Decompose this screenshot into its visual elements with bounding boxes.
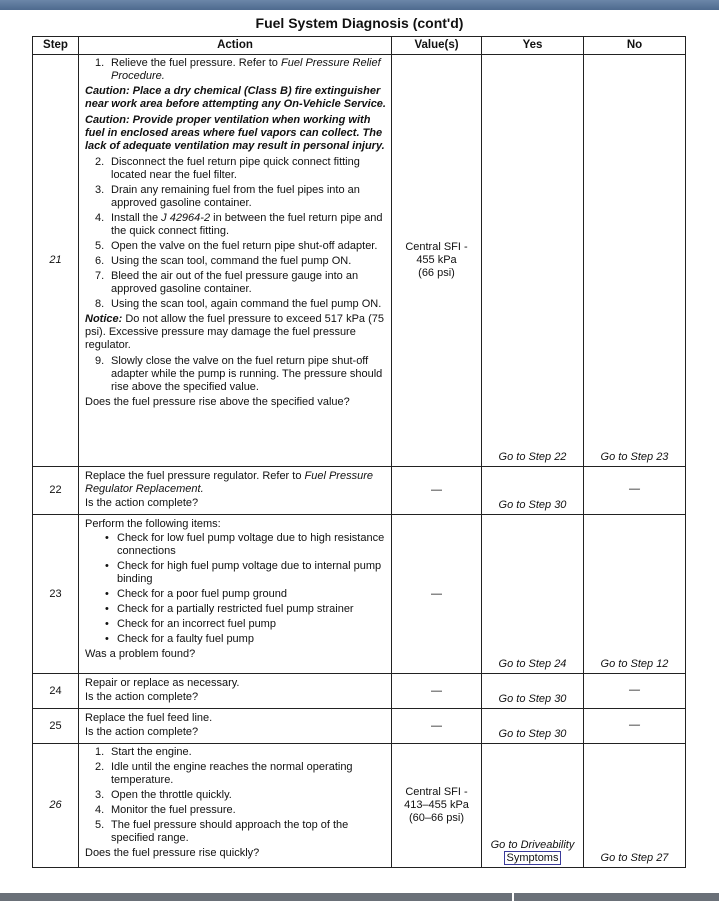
step-number: 26 [33, 744, 79, 868]
list-item: 8. Using the scan tool, again command the fuel pump ON. [95, 298, 382, 310]
caution-note: Caution: Provide proper ventilation when working with fuel in enclosed areas where fuel vapors can collect. The lack of adequate ventilation may result in personal injury. [85, 114, 385, 152]
table-row-step-24 [33, 674, 686, 709]
value-cell: — [392, 467, 482, 515]
header-no: No [584, 37, 686, 55]
list-item: 9. Slowly close the valve on the fuel return pipe shut-off adapter while the pump is running. The pressure should rise above the specified value. [95, 355, 383, 393]
value-cell: — [392, 674, 482, 709]
list-item: 2. Disconnect the fuel return pipe quick connect fitting located near the fuel filter. [95, 156, 360, 181]
table-row-step-21 [33, 55, 686, 467]
yes-cell: Go to Driveability Symptoms [482, 744, 584, 868]
list-item: • Check for high fuel pump voltage due to internal pump binding [105, 560, 382, 585]
step-number: 25 [33, 709, 79, 744]
tool-reference: J 42964-2 [161, 212, 211, 224]
list-item: 4. Monitor the fuel pressure. [95, 804, 236, 816]
step-number: 23 [33, 515, 79, 674]
list-item: 5. Open the valve on the fuel return pipe shut-off adapter. [95, 240, 378, 252]
no-cell: — [584, 674, 686, 709]
no-cell: Go to Step 27 [584, 744, 686, 868]
action-cell: Repair or replace as necessary. Is the action complete? [79, 674, 392, 709]
action-cell [79, 744, 392, 868]
action-cell: Perform the following items: • Check for low fuel pump voltage due to high resistance connections • Check for high fuel pump voltage due to internal pump binding • Check for a poor fuel pump ground • Check for a partially restricted fuel pump strainer • Check for an incorrect fuel pump • Check for a faulty fuel pump Was a problem found? [79, 515, 392, 674]
yes-cell: Go to Step 30 [482, 467, 584, 515]
list-item: 1. Relieve the fuel pressure. Refer to Fuel Pressure Relief Procedure. [95, 57, 381, 82]
list-item: 3. Drain any remaining fuel from the fuel pipes into an approved gasoline container. [95, 184, 360, 209]
value-cell: Central SFI - 413–455 kPa (60–66 psi) [392, 744, 482, 868]
list-item: • Check for a partially restricted fuel pump strainer [105, 603, 354, 615]
no-cell: Go to Step 23 [584, 55, 686, 467]
list-item: 7. Bleed the air out of the fuel pressure gauge into an approved gasoline container. [95, 270, 359, 295]
action-cell: Replace the fuel feed line. Is the action complete? [79, 709, 392, 744]
notice-note: Notice: Do not allow the fuel pressure to exceed 517 kPa (75 psi). Excessive pressure may damage the fuel pressure regulator. [85, 313, 384, 351]
question-text: Does the fuel pressure rise quickly? [85, 847, 260, 859]
value-cell: — [392, 709, 482, 744]
step-number: 24 [33, 674, 79, 709]
no-cell: Go to Step 12 [584, 515, 686, 674]
question-text: Is the action complete? [85, 497, 199, 509]
list-item: 6. Using the scan tool, command the fuel pump ON. [95, 255, 352, 267]
action-cell: Replace the fuel pressure regulator. Refer to Fuel Pressure Regulator Replacement. Is the action complete? [79, 467, 392, 515]
list-item: 3. Open the throttle quickly. [95, 789, 232, 801]
list-item: • Check for an incorrect fuel pump [105, 618, 276, 630]
caution-note: Caution: Place a dry chemical (Class B) fire extinguisher near work area before attempting any On-Vehicle Service. [85, 85, 386, 110]
question-text: Is the action complete? [85, 691, 199, 703]
list-item: 4. Install the J 42964-2 in between the fuel return pipe and the quick connect fitting. [95, 212, 383, 237]
diagnosis-table [32, 36, 686, 868]
list-item: • Check for a poor fuel pump ground [105, 588, 287, 600]
step-number: 21 [33, 55, 79, 467]
list-item: 2. Idle until the engine reaches the normal operating temperature. [95, 761, 353, 786]
list-item: • Check for a faulty fuel pump [105, 633, 254, 645]
top-window-bar [0, 0, 719, 10]
yes-cell: Go to Step 24 [482, 515, 584, 674]
table-row-step-25 [33, 709, 686, 744]
table-row-step-26 [33, 744, 686, 868]
list-item: 5. The fuel pressure should approach the top of the specified range. [95, 819, 349, 844]
header-action: Action [79, 37, 392, 55]
question-text: Was a problem found? [85, 648, 196, 660]
question-text: Does the fuel pressure rise above the specified value? [85, 396, 350, 408]
no-cell: — [584, 467, 686, 515]
action-cell [79, 55, 392, 467]
value-cell: — [392, 515, 482, 674]
yes-cell: Go to Step 30 [482, 674, 584, 709]
table-header-row [33, 37, 686, 55]
header-step: Step [33, 37, 79, 55]
header-yes: Yes [482, 37, 584, 55]
yes-cell: Go to Step 22 [482, 55, 584, 467]
driveability-symptoms-link[interactable]: Symptoms [504, 851, 562, 865]
procedure-reference: Fuel Pressure Regulator Replacement. [85, 470, 373, 495]
procedure-reference: Fuel Pressure Relief Procedure. [111, 57, 381, 82]
table-row-step-23 [33, 515, 686, 674]
header-values: Value(s) [392, 37, 482, 55]
yes-cell: Go to Step 30 [482, 709, 584, 744]
list-item: • Check for low fuel pump voltage due to high resistance connections [105, 532, 385, 557]
table-row-step-22 [33, 467, 686, 515]
list-item: 1. Start the engine. [95, 746, 192, 758]
bar-divider [512, 893, 514, 901]
no-cell: — [584, 709, 686, 744]
value-cell: Central SFI - 455 kPa (66 psi) [392, 55, 482, 467]
question-text: Is the action complete? [85, 726, 199, 738]
step-number: 22 [33, 467, 79, 515]
page-title: Fuel System Diagnosis (cont'd) [255, 15, 464, 31]
bottom-window-bar [0, 893, 719, 901]
